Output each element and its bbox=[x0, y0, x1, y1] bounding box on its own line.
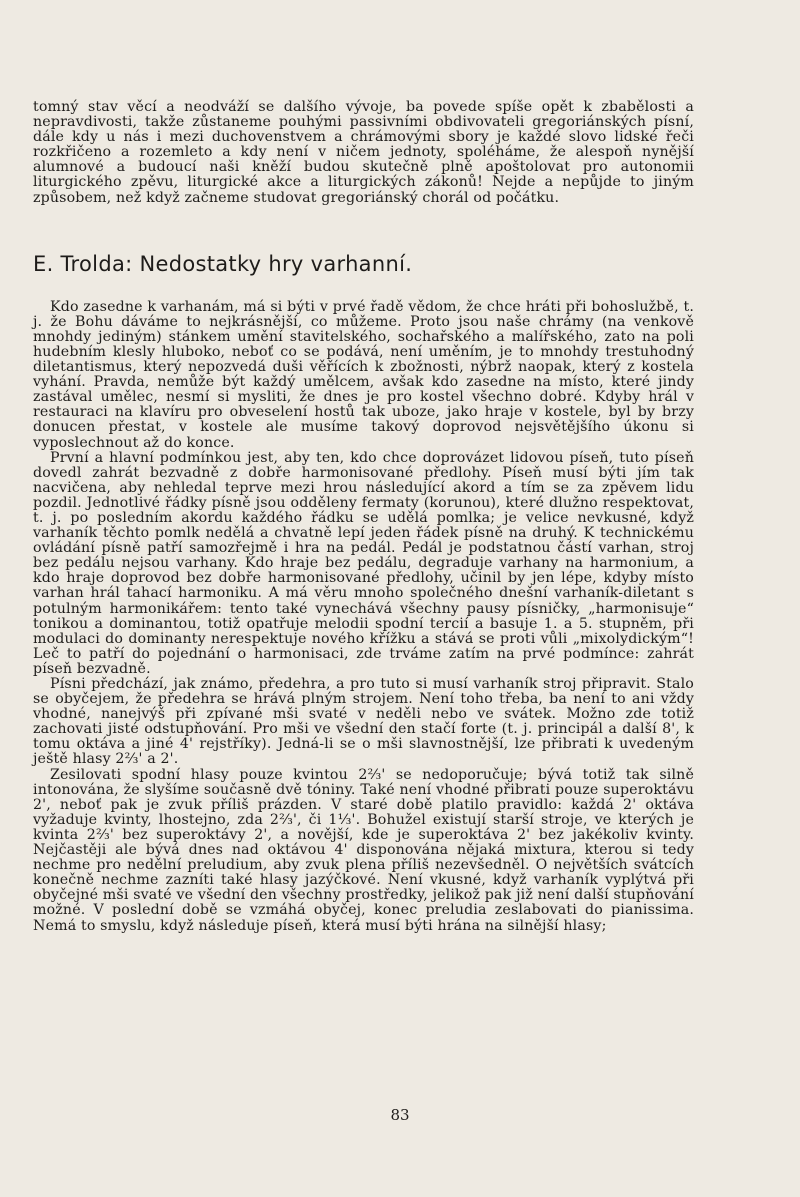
paragraph-2: První a hlavní podmínkou jest, aby ten, kdo chce doprovázet lidovou píseň, tuto píseň dovedl zahrát bezvadně z dobře harmonisované předlohy. Píseň musí býti jím tak nacvičena, aby nehledal teprve mezi hrou následující akord a tím se za zpěvem lidu pozdil. Jednotlivé řádky písně jsou odděleny fermaty (korunou), které dlužno respektovat, t. j. po posledním akordu každého řádku se udělá pomlka; je velice nevkusné, když varhaník těchto pomlk nedělá a chvatně lepí jeden řádek písně na druhý. K technickému ovládání písně patří samozřejmě i hra na pedál. Pedál je podstatnou částí varhan, stroj bez pedálu nejsou varhany. Kdo hraje bez pedálu, degraduje varhany na harmonium, a kdo hraje doprovod bez dobře harmonisované předlohy, učinil by jen lépe, kdyby místo varhan hrál tahací harmoniku. A má věru mnoho společného dnešní varhaník-diletant s potulným harmonikářem: tento také vynechává všechny pausy písničky, „harmonisuje“ tonikou a dominantou, totiž opatřuje melodii spodní tercií a basuje 1. a 5. stupněm, při modulaci do dominanty nerespektuje nového křížku a stává se proti vůli „mixolydickým“! Leč to patří do pojednání o harmonisaci, zde trváme zatím na prvé podmínce: zahrát píseň bezvadně. bbox=[33, 449, 694, 677]
article-heading: E. Trolda: Nedostatky hry varhanní. bbox=[33, 251, 413, 276]
paragraph-4: Zesilovati spodní hlasy pouze kvintou 2⅔' se nedoporučuje; bývá totiž tak silně intonována, že slyšíme současně dvě tóniny. Také není vhodné přibrati pouze superoktávu 2', neboť pak je zvuk příliš prázden. V staré době platilo pravidlo: každá 2' oktáva vyžaduje kvinty, lhostejno, zda 2⅔', či 1⅓'. Bohužel existují starší stroje, ve kterých je kvinta 2⅔' bez superoktávy 2', a novější, kde je superoktáva 2' bez jakékoliv kvinty. Nejčastěji ale bývá dnes nad oktávou 4' disponována nějaká mixtura, kterou si tedy nechme pro nedělní preludium, aby zvuk plena příliš nezevšedněl. O největších svátcích konečně nechme zazníti také hlasy jazýčkové. Není vkusné, když varhaník vyplýtvá při obyčejné mši svaté ve všední den všechny prostředky, jelikož pak již není další stupňování možné. V poslední době se vzmáhá obyčej, konec preludia zeslabovati do pianissima. Nemá to smyslu, když následuje píseň, která musí býti hrána na silnější hlasy; bbox=[33, 766, 694, 934]
intro-paragraph: tomný stav věcí a neodváží se dalšího vývoje, ba povede spíše opět k zbabělosti a nepravdivosti, takže zůstaneme pouhými passivními obdivovateli gregoriánských písní, dále kdy u nás i mezi duchovenstvem a chrámovými sbory je každé slovo lidské řeči rozkřičeno a rozemleto a kdy není v ničem jednoty, spoléháme, že alespoň nynější alumnové a budoucí naši kněží budou skutečně plně apoštolovat pro autonomii liturgického zpěvu, liturgické akce a liturgických zákonů! Nejde a nepůjde to jiným způsobem, než když začneme studovat gregoriánský chorál od počátku. bbox=[33, 99, 694, 206]
page-number: 83 bbox=[390, 1106, 410, 1124]
paragraph-3: Písni předchází, jak známo, předehra, a pro tuto si musí varhaník stroj připravit. Stalo se obyčejem, že předehra se hrává plným strojem. Není toho třeba, ba není to ani vždy vhodné, nanejvýš při zpívané mši svaté v neděli nebo ve svátek. Možno zde totiž zachovati jisté odstupňování. Pro mši ve všední den stačí forte (t. j. principál a další 8', k tomu oktáva a jiné 4' rejstříky). Jedná-li se o mši slavnostnější, lze přibrati k uvedeným ještě hlasy 2⅔' a 2'. bbox=[33, 676, 694, 768]
paragraph-1: Kdo zasedne k varhanám, má si býti v prvé řadě vědom, že chce hráti při bohoslužbě, t. j. že Bohu dáváme to nejkrásnější, co můžeme. Proto jsou naše chrámy (na venkově mnohdy jediným) stánkem umění stavitelského, sochařského a malířského, zato na poli hudebním klesly hluboko, neboť co se podává, není uměním, je to mnohdy trestuhodný diletantismus, který nepozvedá duši věřících k zbožnosti, nýbrž naopak, který z kostela vyhání. Pravda, nemůže být každý umělcem, avšak kdo zasedne na místo, které jindy zastával umělec, nesmí si mysliti, že dnes je pro kostel všechno dobré. Kdyby hrál v restauraci na klavíru pro obveselení hostů tak uboze, jako hraje v kostele, byl by brzy donucen přestat, v kostele ale musíme takový doprovod nejsvětějšího úkonu si vyposlechnout až do konce. bbox=[33, 298, 694, 451]
